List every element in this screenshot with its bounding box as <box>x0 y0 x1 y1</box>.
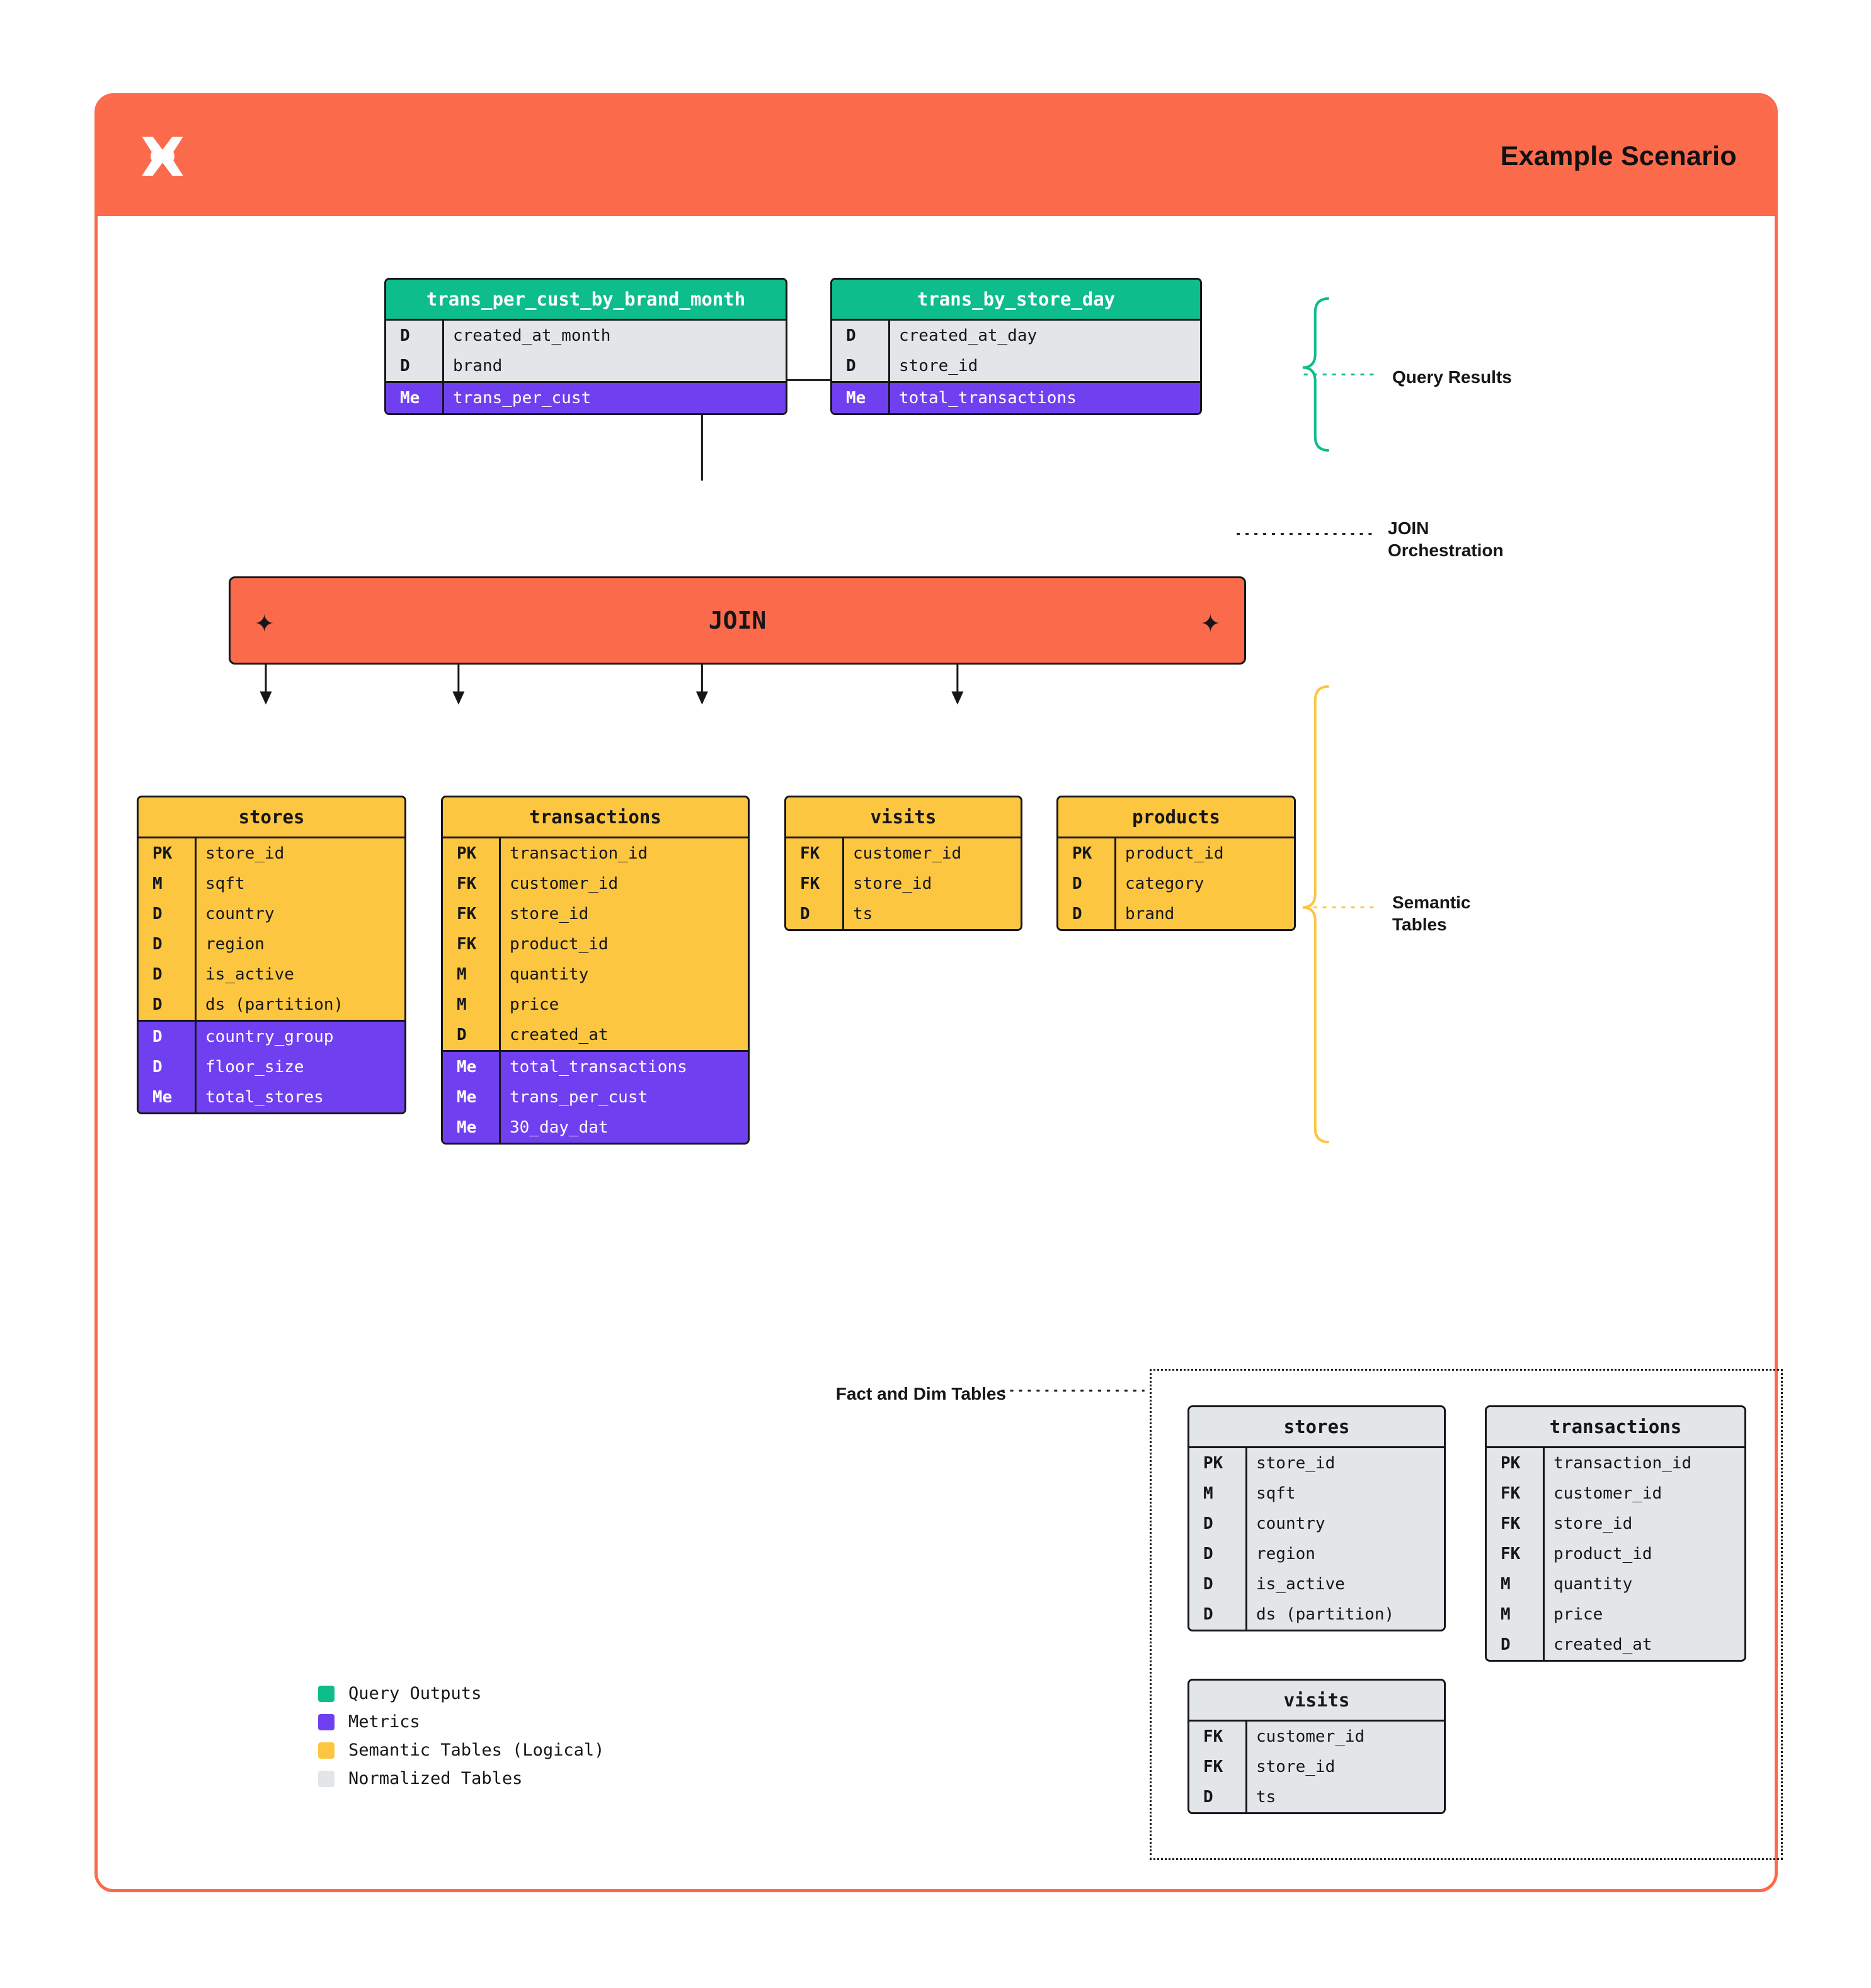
legend-swatch-icon <box>318 1742 335 1759</box>
query-result-table-trans-by-store-day <box>830 278 1202 415</box>
field-key: M <box>443 959 501 990</box>
field-name: store_id <box>1256 1454 1336 1473</box>
field-name: 30_day_dat <box>510 1118 609 1137</box>
sparkle-icon: ✦ <box>1200 602 1220 640</box>
field-name: country <box>205 905 275 923</box>
field-name: ds (partition) <box>205 995 344 1014</box>
legend-swatch-icon <box>318 1714 335 1730</box>
field-key: D <box>1487 1630 1545 1660</box>
legend-swatch-icon <box>318 1771 335 1787</box>
field-key: FK <box>1487 1509 1545 1539</box>
field-key: M <box>1189 1478 1247 1509</box>
field-key: PK <box>1487 1448 1545 1478</box>
field-key: M <box>1487 1599 1545 1630</box>
field-key: D <box>786 899 844 929</box>
table-metrics <box>139 1020 404 1112</box>
field-name: ts <box>1256 1788 1276 1807</box>
field-name: store_id <box>205 844 285 863</box>
table-title: visits <box>1189 1681 1444 1722</box>
table-row <box>139 1052 404 1082</box>
field-key: D <box>832 351 890 381</box>
field-key: D <box>139 1022 197 1052</box>
table-row <box>786 838 1021 869</box>
field-name: total_stores <box>205 1088 324 1107</box>
field-name: region <box>205 935 265 954</box>
field-name: store_id <box>1256 1757 1336 1776</box>
table-row <box>1058 838 1294 869</box>
annotation-semantic-tables <box>1392 891 1471 935</box>
legend-item-metrics <box>318 1712 604 1732</box>
table-row <box>1189 1722 1444 1752</box>
table-title: trans_per_cust_by_brand_month <box>386 280 786 321</box>
field-key: FK <box>443 899 501 929</box>
table-row <box>786 899 1021 929</box>
table-row <box>139 838 404 869</box>
field-key: FK <box>786 838 844 869</box>
field-name: customer_id <box>1553 1484 1662 1503</box>
field-key: Me <box>386 383 444 413</box>
table-fields <box>1058 838 1294 929</box>
table-title: transactions <box>443 797 748 838</box>
legend-label: Query Outputs <box>348 1684 482 1703</box>
field-key: D <box>1189 1569 1247 1599</box>
field-key: M <box>443 990 501 1020</box>
table-row <box>386 351 786 381</box>
field-key: D <box>1189 1539 1247 1569</box>
legend-item-normalized-tables <box>318 1769 604 1788</box>
query-result-table-trans-per-cust <box>384 278 787 415</box>
annotation-join-orchestration <box>1388 517 1504 561</box>
field-name: created_at <box>510 1025 609 1044</box>
table-row <box>1189 1599 1444 1630</box>
field-name: quantity <box>510 965 589 984</box>
field-name: ds (partition) <box>1256 1605 1395 1624</box>
table-fields <box>1189 1722 1444 1812</box>
field-key: FK <box>1487 1478 1545 1509</box>
field-name: brand <box>453 357 503 375</box>
field-name: floor_size <box>205 1058 304 1077</box>
table-fields <box>1487 1448 1744 1660</box>
field-name: trans_per_cust <box>510 1088 648 1107</box>
table-title: trans_by_store_day <box>832 280 1200 321</box>
table-row <box>832 321 1200 351</box>
table-fields <box>139 838 404 1020</box>
field-key: FK <box>1189 1722 1247 1752</box>
field-name: quantity <box>1553 1575 1633 1594</box>
table-row <box>1487 1599 1744 1630</box>
table-title: products <box>1058 797 1294 838</box>
field-key: FK <box>1487 1539 1545 1569</box>
table-row <box>443 838 748 869</box>
field-key: PK <box>1189 1448 1247 1478</box>
table-row <box>1058 899 1294 929</box>
table-row <box>1189 1509 1444 1539</box>
table-row <box>443 1020 748 1050</box>
field-key: FK <box>786 869 844 899</box>
table-title: transactions <box>1487 1407 1744 1448</box>
field-key: Me <box>443 1082 501 1112</box>
field-name: total_transactions <box>899 389 1077 408</box>
table-row <box>139 990 404 1020</box>
field-key: D <box>386 351 444 381</box>
field-key: D <box>139 959 197 990</box>
field-key: D <box>1189 1599 1247 1630</box>
table-row <box>386 383 786 413</box>
field-key: FK <box>1189 1752 1247 1782</box>
table-fields <box>786 838 1021 929</box>
field-key: Me <box>139 1082 197 1112</box>
field-key: PK <box>139 838 197 869</box>
table-row <box>443 959 748 990</box>
field-name: price <box>510 995 559 1014</box>
field-name: price <box>1553 1605 1603 1624</box>
field-key: D <box>1189 1509 1247 1539</box>
table-title: stores <box>139 797 404 838</box>
table-row <box>1487 1539 1744 1569</box>
legend <box>318 1684 604 1797</box>
field-name: product_id <box>1553 1545 1652 1563</box>
field-key: D <box>139 1052 197 1082</box>
table-row <box>1487 1509 1744 1539</box>
field-key: M <box>139 869 197 899</box>
semantic-table-stores <box>137 796 406 1114</box>
field-name: transaction_id <box>510 844 648 863</box>
semantic-table-visits <box>784 796 1022 931</box>
field-key: D <box>443 1020 501 1050</box>
table-row <box>1189 1569 1444 1599</box>
annotation-semantic-line2: Tables <box>1392 915 1447 934</box>
field-key: D <box>139 990 197 1020</box>
field-key: D <box>139 929 197 959</box>
table-row <box>139 1022 404 1052</box>
field-name: total_transactions <box>510 1058 687 1077</box>
field-key: D <box>139 899 197 929</box>
table-metrics <box>443 1050 748 1143</box>
semantic-table-transactions <box>441 796 750 1145</box>
field-name: country_group <box>205 1027 334 1046</box>
field-name: transaction_id <box>1553 1454 1692 1473</box>
field-name: is_active <box>205 965 294 984</box>
legend-item-semantic-tables <box>318 1740 604 1760</box>
legend-label: Semantic Tables (Logical) <box>348 1740 605 1760</box>
table-row <box>832 351 1200 381</box>
field-key: PK <box>1058 838 1116 869</box>
field-key: M <box>1487 1569 1545 1599</box>
table-row <box>139 869 404 899</box>
table-fields <box>1189 1448 1444 1630</box>
table-row <box>139 899 404 929</box>
annotation-fact-and-dim: Fact and Dim Tables <box>835 1384 1006 1403</box>
legend-label: Normalized Tables <box>348 1769 523 1788</box>
sparkle-icon: ✦ <box>255 602 275 640</box>
field-key: FK <box>443 929 501 959</box>
field-name: category <box>1125 874 1204 893</box>
field-name: store_id <box>1553 1514 1633 1533</box>
table-row <box>786 869 1021 899</box>
table-row <box>139 959 404 990</box>
field-name: sqft <box>1256 1484 1296 1503</box>
diagram-card <box>94 93 1778 1892</box>
table-metrics <box>832 381 1200 413</box>
page-title: Example Scenario <box>1500 140 1737 171</box>
field-name: customer_id <box>853 844 962 863</box>
legend-label: Metrics <box>348 1712 420 1732</box>
field-name: store_id <box>899 357 978 375</box>
table-row <box>443 1112 748 1143</box>
table-dimensions <box>832 321 1200 381</box>
normalized-table-visits <box>1187 1679 1446 1814</box>
field-name: customer_id <box>510 874 619 893</box>
table-row <box>139 929 404 959</box>
annotation-semantic-line1: Semantic <box>1392 893 1471 912</box>
field-name: store_id <box>510 905 589 923</box>
field-name: created_at <box>1553 1635 1652 1654</box>
field-name: ts <box>853 905 873 923</box>
legend-item-query-outputs <box>318 1684 604 1703</box>
field-key: D <box>1058 869 1116 899</box>
table-row <box>443 929 748 959</box>
table-row <box>1189 1752 1444 1782</box>
field-name: customer_id <box>1256 1727 1365 1746</box>
table-title: stores <box>1189 1407 1444 1448</box>
table-row <box>1189 1782 1444 1812</box>
table-row <box>386 321 786 351</box>
table-row <box>1487 1630 1744 1660</box>
table-row <box>1487 1478 1744 1509</box>
field-key: D <box>832 321 890 351</box>
semantic-table-products <box>1056 796 1296 931</box>
field-key: D <box>1058 899 1116 929</box>
table-row <box>443 1082 748 1112</box>
field-name: created_at_day <box>899 326 1038 345</box>
field-key: Me <box>832 383 890 413</box>
join-orchestration-bar[interactable] <box>229 576 1246 665</box>
field-name: brand <box>1125 905 1175 923</box>
field-key: PK <box>443 838 501 869</box>
table-row <box>443 899 748 929</box>
table-row <box>443 1052 748 1082</box>
field-name: is_active <box>1256 1575 1345 1594</box>
field-key: Me <box>443 1052 501 1082</box>
field-name: product_id <box>510 935 609 954</box>
table-fields <box>443 838 748 1050</box>
field-name: product_id <box>1125 844 1224 863</box>
table-row <box>139 1082 404 1112</box>
annotation-join-line1: JOIN <box>1388 518 1429 538</box>
table-row <box>1189 1478 1444 1509</box>
table-row <box>1487 1448 1744 1478</box>
table-row <box>832 383 1200 413</box>
annotation-join-line2: Orchestration <box>1388 540 1504 560</box>
legend-swatch-icon <box>318 1686 335 1702</box>
table-dimensions <box>386 321 786 381</box>
field-key: D <box>1189 1782 1247 1812</box>
field-name: created_at_month <box>453 326 611 345</box>
field-key: Me <box>443 1112 501 1143</box>
field-name: country <box>1256 1514 1325 1533</box>
field-name: sqft <box>205 874 245 893</box>
field-name: store_id <box>853 874 932 893</box>
annotation-query-results: Query Results <box>1392 367 1512 387</box>
table-title: visits <box>786 797 1021 838</box>
field-key: FK <box>443 869 501 899</box>
table-row <box>1189 1448 1444 1478</box>
normalized-table-transactions <box>1485 1405 1746 1662</box>
table-row <box>1487 1569 1744 1599</box>
normalized-table-stores <box>1187 1405 1446 1631</box>
join-label: JOIN <box>708 607 767 634</box>
field-name: trans_per_cust <box>453 389 592 408</box>
table-row <box>1058 869 1294 899</box>
table-row <box>1189 1539 1444 1569</box>
table-metrics <box>386 381 786 413</box>
table-row <box>443 990 748 1020</box>
field-key: D <box>386 321 444 351</box>
table-row <box>443 869 748 899</box>
field-name: region <box>1256 1545 1315 1563</box>
